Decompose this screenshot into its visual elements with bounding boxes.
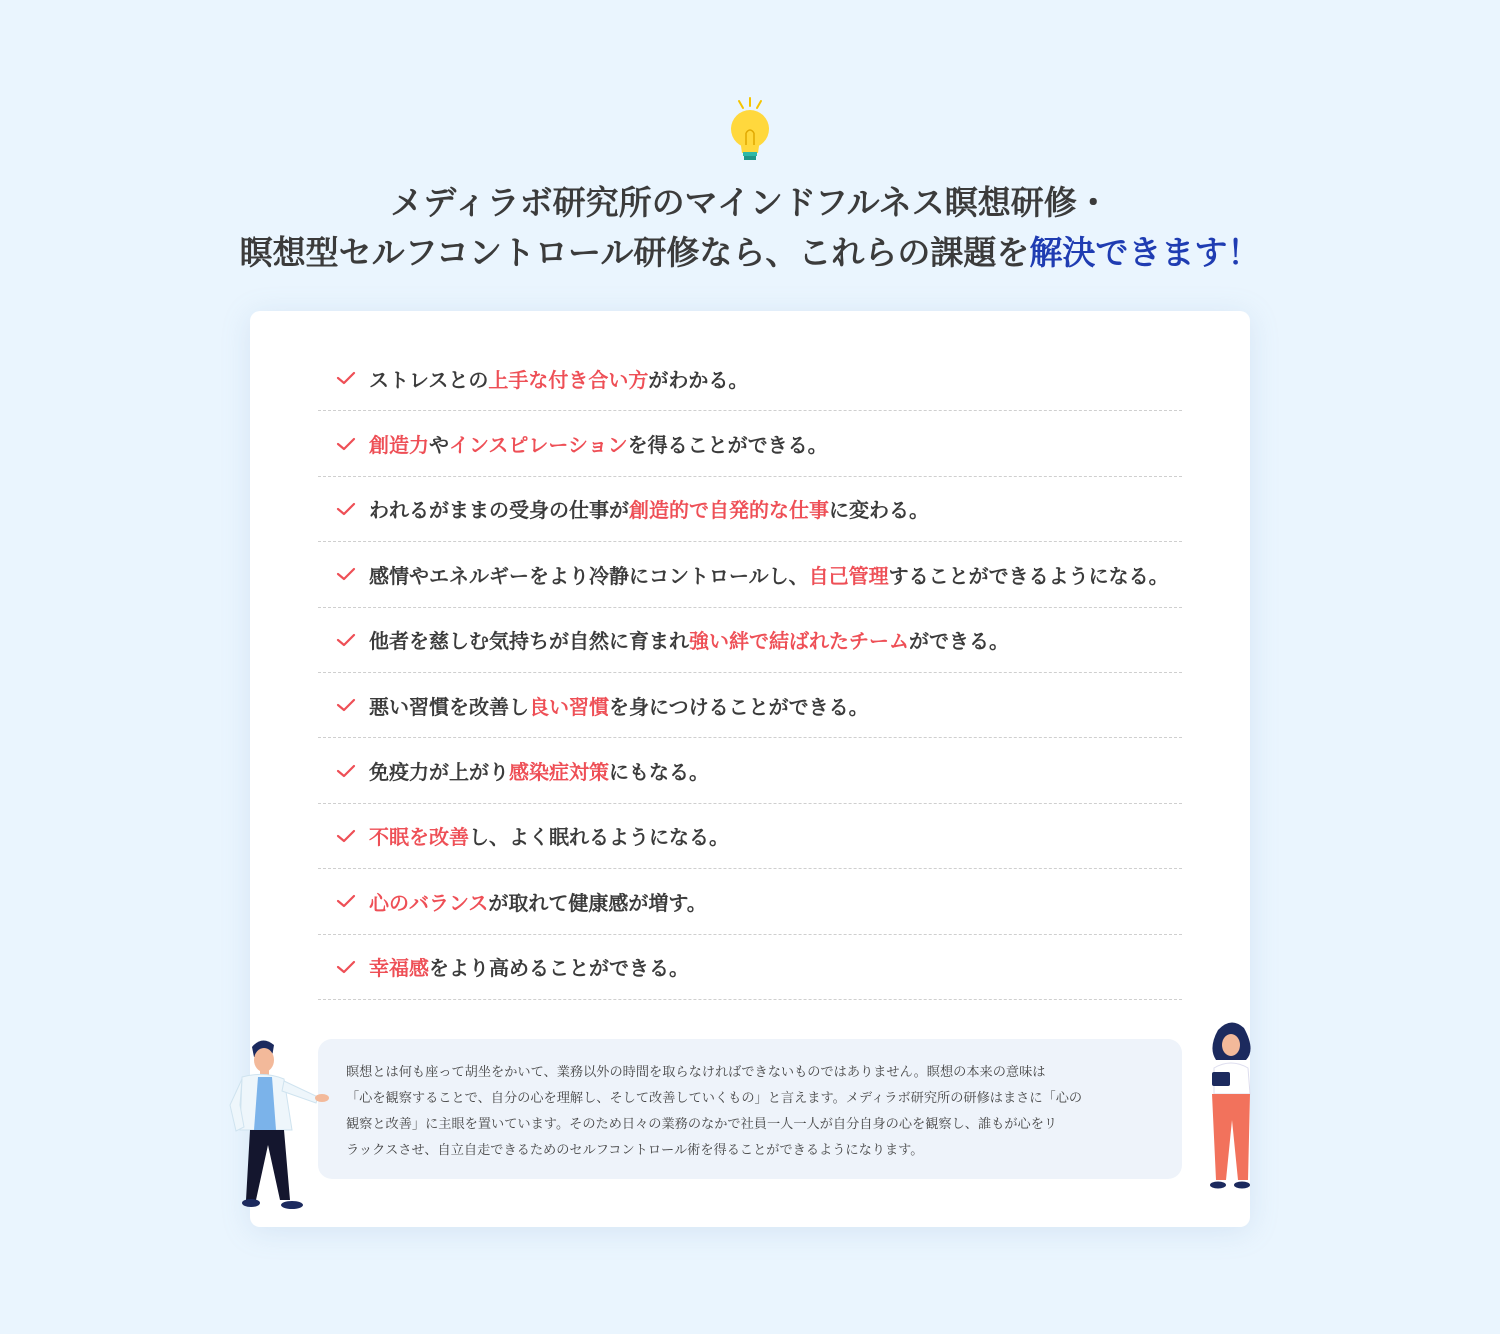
benefit-highlight: 心のバランス [369, 890, 489, 915]
benefit-segment: を身につけることができる。 [609, 694, 869, 719]
benefit-segment: われるがままの受身の仕事が [369, 498, 629, 523]
page-heading [0, 178, 1500, 278]
benefit-highlight: 幸福感 [369, 956, 429, 981]
benefit-text [369, 364, 748, 393]
benefit-item [318, 673, 1182, 738]
benefit-list [318, 346, 1182, 1000]
note-line: ラックスさせ、自立自走できるためのセルフコントロール術を得ることができるようになります。 [346, 1143, 924, 1158]
benefit-item [318, 608, 1182, 673]
check-icon [336, 502, 356, 516]
benefit-segment: をより高めることができる。 [429, 956, 689, 981]
benefit-segment: や [429, 433, 449, 458]
benefit-segment: することができるようになる。 [888, 563, 1169, 588]
benefit-text [369, 821, 729, 850]
benefit-item [318, 869, 1182, 934]
note-line: 「心を観察することで、自分の心を理解し、そして改善していくもの」と言えます。メディラボ研究所の研修はまさに「心の [346, 1091, 1083, 1106]
benefit-item [318, 935, 1182, 1000]
benefit-item [318, 477, 1182, 542]
benefit-segment: 他者を慈しむ気持ちが自然に育まれ [369, 629, 689, 654]
benefit-highlight: 創造力 [369, 433, 429, 458]
benefit-highlight: 良い習慣 [529, 694, 609, 719]
benefit-segment: ストレスとの [369, 367, 489, 392]
benefit-text [369, 887, 707, 916]
benefit-highlight: 強い絆で結ばれたチーム [689, 629, 909, 654]
benefit-segment: ができる。 [909, 629, 1009, 654]
check-icon [336, 829, 356, 843]
benefit-item [318, 411, 1182, 476]
heading-line-2 [0, 228, 1500, 278]
benefit-highlight: 不眠を改善 [369, 825, 469, 850]
benefit-highlight: 自己管理 [808, 563, 889, 588]
woman-illustration [1196, 1020, 1266, 1202]
benefit-highlight: 上手な付き合い方 [488, 367, 649, 392]
benefits-card [250, 311, 1250, 1227]
benefit-text [369, 429, 828, 458]
benefit-text [369, 625, 1009, 654]
benefit-segment: し、よく眠れるようになる。 [469, 825, 729, 850]
benefit-segment: 悪い習慣を改善し [369, 694, 529, 719]
check-icon [336, 960, 356, 974]
note-line: 観察と改善」に主眼を置いています。そのため日々の業務のなかで社員一人一人が自分自身の心を観察し、誰もが心をリ [346, 1117, 1058, 1132]
heading-accent: 解決できます！ [1029, 233, 1261, 272]
benefit-text [369, 952, 689, 981]
benefit-highlight: 感染症対策 [509, 760, 609, 785]
lightbulb-icon [720, 95, 780, 167]
benefit-item [318, 542, 1182, 607]
check-icon [336, 698, 356, 712]
benefit-segment: に変わる。 [829, 498, 929, 523]
check-icon [336, 894, 356, 908]
check-icon [336, 633, 356, 647]
heading-line-1: メディラボ研究所のマインドフルネス瞑想研修・ [390, 183, 1110, 222]
man-illustration [222, 1035, 337, 1215]
benefit-segment: 免疫力が上がり [369, 760, 509, 785]
benefit-text [369, 560, 1169, 589]
benefit-segment: 感情やエネルギーをより冷静にコントロールし、 [369, 563, 809, 588]
benefit-highlight: 創造的で自発的な仕事 [629, 498, 829, 523]
benefit-item [318, 804, 1182, 869]
benefit-segment: にもなる。 [609, 760, 709, 785]
check-icon [336, 437, 356, 451]
benefit-segment: がわかる。 [648, 367, 749, 392]
benefit-item [318, 346, 1182, 411]
benefit-item [318, 738, 1182, 803]
benefit-text [369, 691, 869, 720]
note-line: 瞑想とは何も座って胡坐をかいて、業務以外の時間を取らなければできないものではありません。瞑想の本来の意味は [346, 1065, 1046, 1080]
benefit-highlight: インスピレーション [449, 433, 628, 458]
check-icon [336, 371, 356, 385]
benefit-segment: が取れて健康感が増す。 [488, 890, 707, 915]
check-icon [336, 764, 356, 778]
benefit-text [369, 756, 709, 785]
check-icon [336, 567, 356, 581]
benefit-text [369, 494, 929, 523]
benefit-segment: を得ることができる。 [627, 433, 828, 458]
heading-line-2-prefix: 瞑想型セルフコントロール研修なら、これらの課題を [239, 233, 1030, 272]
meditation-note [318, 1039, 1182, 1179]
